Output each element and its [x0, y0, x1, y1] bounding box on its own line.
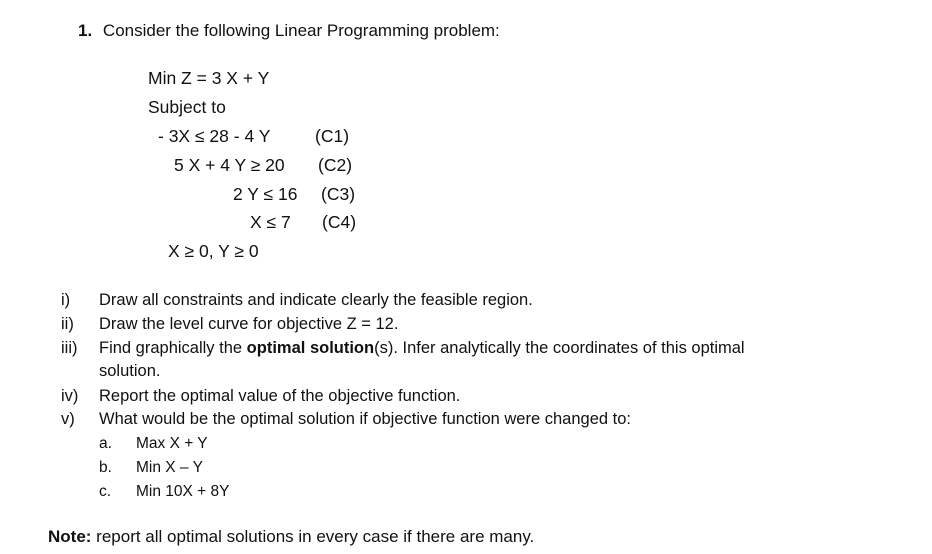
task-numeral: ii): [61, 315, 74, 333]
task-numeral: v): [61, 410, 75, 428]
task-text-part: Find graphically the: [99, 339, 243, 357]
sub-item-letter: b.: [99, 459, 112, 476]
task-numeral: i): [61, 291, 71, 309]
sub-item-text: Max X + Y: [136, 435, 208, 452]
constraint-c2-expr: 5 X + 4 Y ≥ 20: [174, 155, 285, 175]
task-text-part: (s). Infer analytically the coordinates of this optimal: [374, 339, 745, 357]
constraint-c1-expr: - 3X ≤ 28 - 4 Y: [158, 126, 271, 146]
nonnegativity-constraints: X ≥ 0, Y ≥ 0: [168, 241, 259, 261]
task-text-bold: optimal: [246, 339, 306, 357]
task-text: Draw the level curve for objective Z = 12.: [99, 315, 399, 333]
task-numeral: iv): [61, 387, 79, 405]
note-text: report all optimal solutions in every case if there are many.: [91, 527, 535, 546]
sub-item-letter: a.: [99, 435, 112, 452]
task-text: Report the optimal value of the objective function.: [99, 387, 461, 405]
constraint-c1-label: (C1): [315, 126, 350, 146]
task-text-continuation: solution.: [99, 362, 161, 380]
question-text: Consider the following Linear Programming problem:: [102, 21, 500, 40]
objective-function: Min Z = 3 X + Y: [148, 68, 270, 88]
note: [48, 527, 534, 547]
constraint-c3-expr: 2 Y ≤ 16: [233, 184, 298, 204]
question-heading: [78, 21, 500, 41]
question-number: 1.: [78, 21, 93, 40]
sub-item-letter: c.: [99, 483, 112, 500]
task-numeral: iii): [61, 339, 78, 357]
constraint-c3-label: (C3): [321, 184, 356, 204]
sub-item-text: Min X – Y: [136, 459, 203, 476]
task-text: What would be the optimal solution if objective function were changed to:: [99, 410, 631, 428]
note-label: Note:: [48, 527, 92, 546]
task-text: [99, 339, 745, 358]
constraint-c4-expr: X ≤ 7: [250, 212, 291, 232]
task-text: Draw all constraints and indicate clearly the feasible region.: [99, 291, 533, 309]
constraint-c2-label: (C2): [318, 155, 353, 175]
subject-to-label: Subject to: [148, 97, 226, 117]
task-text-bold: solution: [309, 339, 375, 357]
constraint-c4-label: (C4): [322, 212, 357, 232]
sub-item-text: Min 10X + 8Y: [136, 483, 230, 500]
